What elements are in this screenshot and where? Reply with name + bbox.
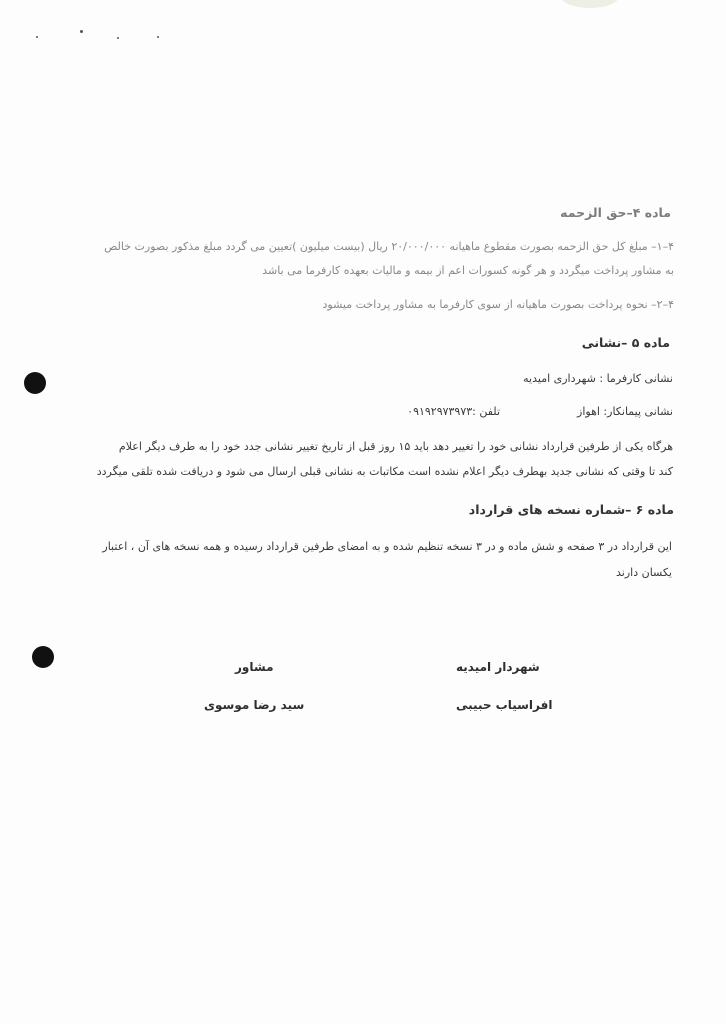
scan-speck — [80, 30, 83, 33]
article4-paragraph2: ۴–۲– نحوه پرداخت بصورت ماهیانه از سوی کارفرما به مشاور پرداخت میشود — [322, 298, 674, 311]
scan-speck — [157, 36, 159, 38]
article5-paragraph-line2: کند تا وقتی که نشانی جدید بهطرف دیگر اعلام نشده است مکاتبات به نشانی قبلی ارسال می شود و دریافت شده تلقی میگردد — [96, 465, 673, 478]
contractor-address: نشانی پیمانکار: اهواز — [577, 405, 673, 418]
article4-paragraph1-line2: به مشاور پرداخت میگردد و هر گونه کسورات اعم از بیمه و مالیات بعهده کارفرما می باشد — [262, 264, 674, 277]
article4-paragraph1-line1: ۴–۱– مبلغ کل حق الزحمه بصورت مقطوع ماهیانه ۲۰/۰۰۰/۰۰۰ ریال (بیست میلیون )تعیین می گردد مبلغ مذکور بصورت خالص — [104, 240, 674, 253]
punch-hole-bottom — [32, 646, 54, 668]
article5-paragraph-line1: هرگاه یکی از طرفین قرارداد نشانی خود را تغییر دهد باید ۱۵ روز قبل از تاریخ تغییر نشانی جدد خود را به طرف دیگر اعلام — [118, 440, 673, 453]
consultant-title: مشاور — [235, 660, 274, 674]
article6-paragraph-line2: یکسان دارند — [616, 566, 672, 579]
mayor-title: شهردار امیدیه — [456, 660, 540, 674]
article5-heading: ماده ۵ –نشانی — [581, 335, 670, 350]
article6-heading: ماده ۶ –شماره نسخه های قرارداد — [468, 502, 674, 517]
scan-corner-mark — [560, 0, 620, 8]
mayor-name: افراسیاب حبیبی — [456, 698, 553, 712]
scan-speck — [36, 36, 38, 38]
article6-paragraph-line1: این قرارداد در ۳ صفحه و شش ماده و در ۳ نسخه تنظیم شده و به امضای طرفین قرارداد رسیده و همه نسخه های آن ، اعتبار — [102, 540, 672, 553]
employer-address: نشانی کارفرما : شهرداری امیدیه — [523, 372, 673, 385]
punch-hole-top — [24, 372, 46, 394]
scan-speck — [117, 37, 119, 39]
article4-heading: ماده ۴–حق الزحمه — [560, 205, 671, 220]
contractor-phone: تلفن :۰۹۱۹۲۹۷۳۹۷۳ — [407, 405, 500, 418]
consultant-name: سید رضا موسوی — [204, 698, 305, 712]
